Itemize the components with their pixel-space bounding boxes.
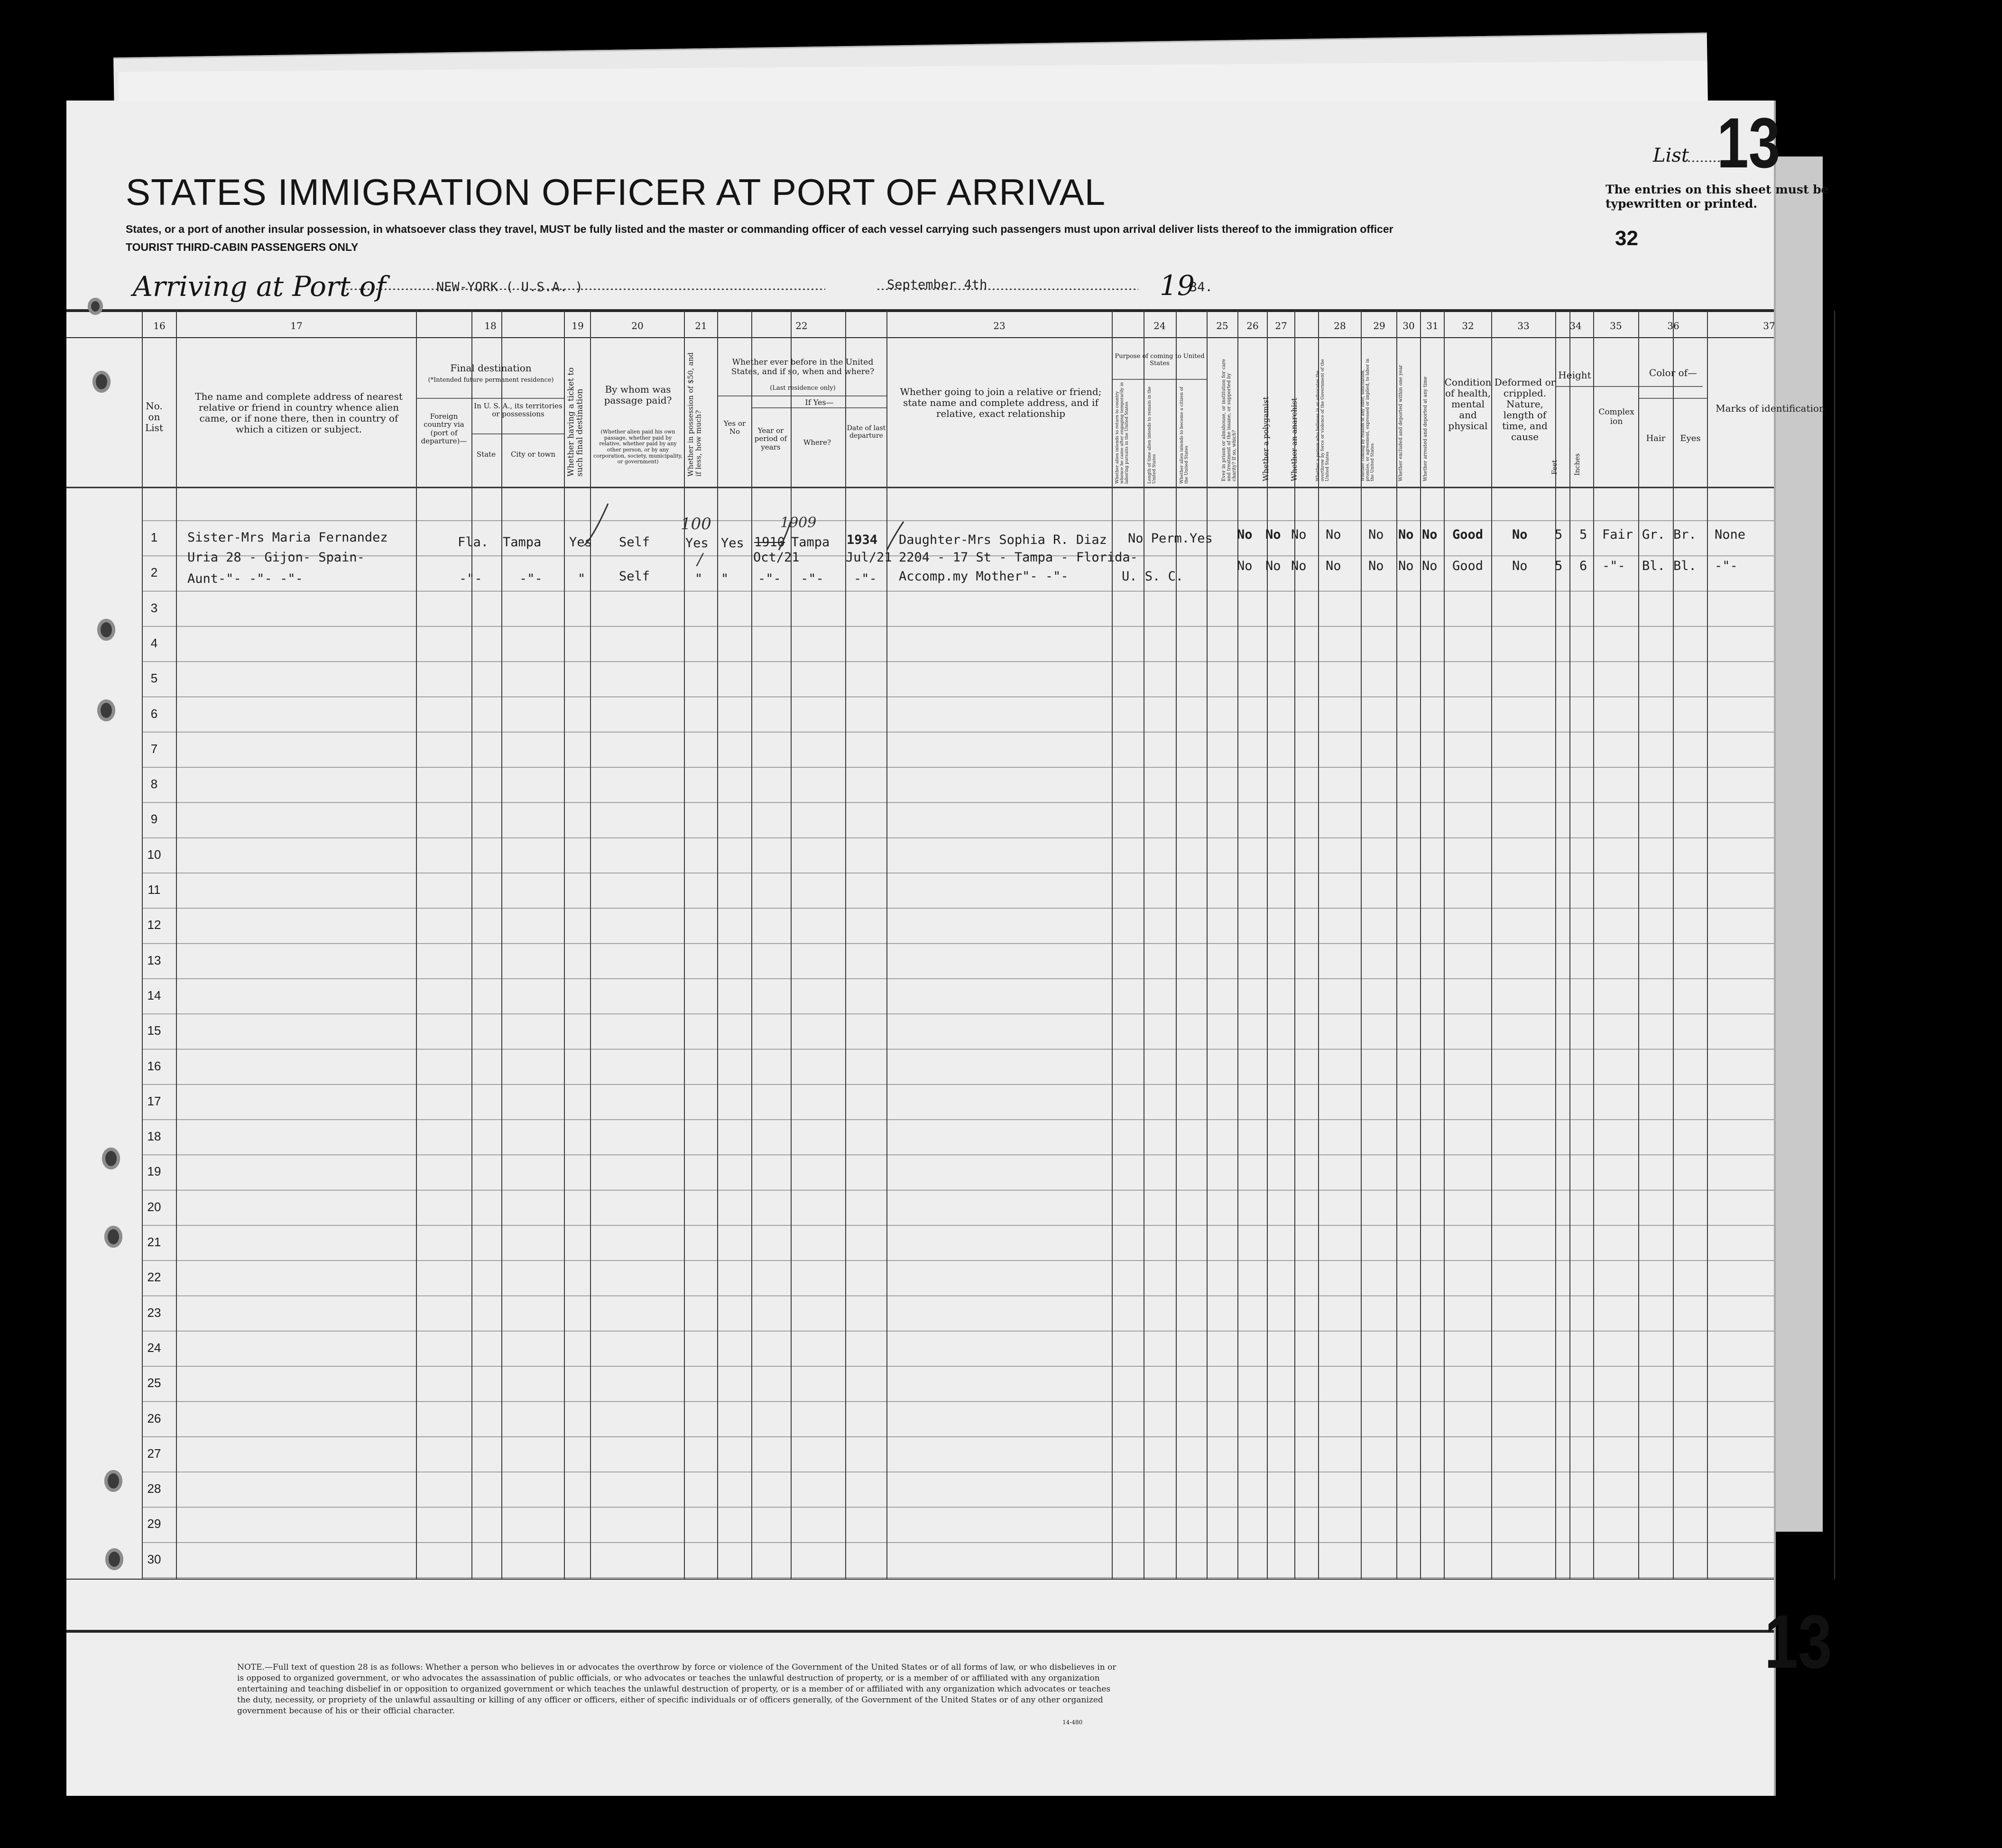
hdr-purpose-3: Whether alien intends to become a citizen of the United States xyxy=(1180,386,1189,484)
row1-inches: 5 xyxy=(1579,527,1587,542)
row-number: 24 xyxy=(147,1340,161,1355)
row1-before-years: 1910 xyxy=(754,535,785,550)
column-number: 33 xyxy=(1517,320,1530,331)
hdr-passage-paid: By whom was passage paid? xyxy=(604,384,672,406)
column-number: 29 xyxy=(1373,320,1385,331)
hdr-state: State xyxy=(476,450,496,459)
hdr-foreign-country: Foreign country via (port of departure)— xyxy=(421,412,467,445)
row-number: 4 xyxy=(150,635,158,650)
row1-last-departure: 1934 xyxy=(847,533,878,547)
page-title: STATES IMMIGRATION OFFICER AT PORT OF ARRIVAL xyxy=(126,171,1106,213)
form-number: 14-480 xyxy=(1062,1719,1083,1726)
row1-labor: No xyxy=(1368,527,1384,542)
arriving-label: Arriving at Port of xyxy=(133,270,386,303)
row2-purpose: U. S. C. xyxy=(1122,569,1184,584)
column-number: 18 xyxy=(484,320,497,331)
row2-feet: 5 xyxy=(1555,559,1563,573)
row2-complexion: -"- xyxy=(1602,559,1625,573)
hdr-excluded: Whether excluded and deported within one year xyxy=(1398,365,1403,481)
row2-relative-line1: Aunt-"- -"- -"- xyxy=(187,571,303,586)
year-suffix: 34. xyxy=(1190,280,1213,294)
hdr-last-departure: Date of last departure xyxy=(847,424,886,440)
hand-money-tick: / xyxy=(697,550,703,569)
row1-before-years-2: Oct/21 xyxy=(753,550,800,565)
entries-note: The entries on this sheet must be typewritten or printed. xyxy=(1605,183,1829,211)
row2-marks: -"- xyxy=(1715,559,1738,573)
hdr-eyes: Eyes xyxy=(1680,433,1701,443)
hdr-feet: Feet xyxy=(1551,460,1559,475)
row1-money: Yes xyxy=(685,536,709,551)
row1-feet: 5 xyxy=(1555,527,1563,542)
row2-deformed: No xyxy=(1512,559,1528,573)
row-number: 21 xyxy=(147,1235,161,1249)
row-number: 13 xyxy=(147,953,161,967)
row-number: 17 xyxy=(147,1094,161,1108)
row1-health: Good xyxy=(1452,527,1484,542)
hdr-yes-no: Yes or No xyxy=(723,419,746,436)
row2-anarchist: No xyxy=(1291,559,1307,573)
binder-hole-3 xyxy=(97,699,115,721)
hdr-polygamist: Whether a polygamist xyxy=(1261,396,1270,481)
hdr-where: Where? xyxy=(803,438,831,447)
column-number: 25 xyxy=(1216,320,1228,331)
row2-health: Good xyxy=(1452,559,1484,573)
row1-excluded: No xyxy=(1398,527,1414,542)
binder-hole-top xyxy=(88,298,103,315)
hdr-purpose-1: Whether alien intends to return to country whence he came after engaging temporarily in laboring pursuits in the United States xyxy=(1115,382,1129,484)
row2-before-years: -"- xyxy=(758,571,781,586)
row1-state: Fla. xyxy=(458,535,489,550)
column-number: 21 xyxy=(695,320,707,331)
row2-paid-by: Self xyxy=(619,569,650,584)
row-number: 22 xyxy=(147,1270,161,1285)
hdr-join-relative: Whether going to join a relative or friend; state name and complete address, and if relative, exact relationship xyxy=(900,386,1102,419)
row-number: 30 xyxy=(147,1552,161,1566)
row2-inches: 6 xyxy=(1579,559,1587,573)
row1-join-line1: Daughter-Mrs Sophia R. Diaz xyxy=(899,533,1107,547)
hdr-prison: Ever in prison or almshouse, or institution for care and treatment of the insane, or supported by charity? If so, which? xyxy=(1221,359,1237,481)
column-number: 35 xyxy=(1610,320,1622,331)
row1-deported: No xyxy=(1422,527,1438,542)
row1-polygamist: No xyxy=(1265,527,1281,542)
hdr-no-on-list: No. on List xyxy=(145,400,163,433)
row1-overthrow: No xyxy=(1326,527,1341,542)
hdr-complexion: Complexion xyxy=(1598,407,1634,426)
row-number: 10 xyxy=(147,847,161,862)
row2-eyes: Bl. xyxy=(1673,559,1697,573)
binder-hole-6 xyxy=(104,1470,122,1492)
date-value: September 4th xyxy=(887,277,987,292)
binder-hole-5 xyxy=(104,1226,122,1248)
row1-ticket: Yes xyxy=(569,535,592,550)
row1-eyes: Br. xyxy=(1673,527,1697,542)
row2-before-where: -"- xyxy=(801,571,824,586)
row2-city: -"- xyxy=(519,571,543,586)
row1-last-departure-2: Jul/21 xyxy=(846,550,892,565)
column-number: 31 xyxy=(1426,320,1439,331)
column-number: 23 xyxy=(993,320,1006,331)
hdr-deported: Whether arrested and deported at any time xyxy=(1423,376,1428,481)
row-number: 25 xyxy=(147,1376,161,1390)
list-number: 13 xyxy=(1717,103,1781,183)
row-number: 6 xyxy=(150,706,158,721)
row1-purpose: No Perm.Yes xyxy=(1128,531,1213,546)
row1-before-where: Tampa xyxy=(791,535,830,550)
row2-money: " xyxy=(695,571,703,586)
column-number: 34 xyxy=(1569,320,1582,331)
hdr-purpose-2: Length of time alien intends to remain in the United States xyxy=(1147,386,1157,484)
row1-relative-line2: Uria 28 - Gijon- Spain- xyxy=(187,550,365,565)
row2-hair: Bl. xyxy=(1642,559,1665,573)
row-number: 29 xyxy=(147,1517,161,1531)
page-subtitle: States, or a port of another insular possession, in whatsoever class they travel, MUST be fully listed and the master or commanding officer of each vessel carrying such passengers must upon arrival deliver lists thereof to the immigration officer xyxy=(126,223,1393,235)
row1-anarchist: No xyxy=(1291,527,1307,542)
hdr-if-yes: If Yes— xyxy=(805,398,834,407)
hdr-inches: Inches xyxy=(1574,453,1581,476)
column-number: 32 xyxy=(1462,320,1474,331)
hdr-anarchist: Whether an anarchist xyxy=(1290,397,1299,481)
row-number: 23 xyxy=(147,1305,161,1320)
hdr-hair: Hair xyxy=(1646,433,1666,443)
column-number: 26 xyxy=(1246,320,1259,331)
row-number: 14 xyxy=(147,988,161,1002)
hdr-before-in-us: Whether ever before in the United States, and if so, when and where? xyxy=(731,358,875,377)
column-number: 16 xyxy=(153,320,166,331)
row-number: 15 xyxy=(147,1023,161,1038)
hand-year-correction: 1909 xyxy=(780,515,817,531)
hdr-purpose: Purpose of coming to United States xyxy=(1115,353,1205,367)
column-number: 27 xyxy=(1275,320,1287,331)
hdr-health: Condition of health, mental and physical xyxy=(1444,377,1492,432)
column-number: 20 xyxy=(631,320,644,331)
class-note: TOURIST THIRD-CABIN PASSENGERS ONLY xyxy=(126,241,359,253)
hdr-ticket: Whether having a ticket to such final destination xyxy=(566,367,585,477)
row1-hair: Gr. xyxy=(1642,527,1665,542)
hdr-year-period: Year or period of years xyxy=(754,426,787,451)
row-number: 11 xyxy=(148,883,161,897)
row2-prison: No xyxy=(1237,559,1253,573)
column-number: 24 xyxy=(1153,320,1166,331)
row-number: 26 xyxy=(147,1411,161,1425)
row-number: 3 xyxy=(150,600,158,615)
row-number: 19 xyxy=(147,1164,161,1179)
year-prefix: 19 xyxy=(1160,269,1195,302)
hdr-labor: Whether coming by reason of any offer, solicitation, promise, or agreement, expressed or implied, to labor in the United States xyxy=(1361,359,1375,481)
row1-marks: None xyxy=(1715,527,1746,542)
hdr-color-of: Color of— xyxy=(1649,367,1698,378)
binder-hole-7 xyxy=(105,1548,123,1570)
hdr-final-destination-note: (*Intended future permanent residence) xyxy=(428,377,554,384)
row2-last-departure: -"- xyxy=(854,571,877,586)
port-value: NEW-YORK ( U.S.A. ) xyxy=(436,280,583,294)
row-number: 7 xyxy=(150,741,158,756)
row1-join-line2: 2204 - 17 St - Tampa - Florida- xyxy=(899,550,1138,565)
row1-deformed: No xyxy=(1512,527,1528,542)
column-number: 19 xyxy=(572,320,584,331)
hdr-height: Height xyxy=(1558,369,1591,381)
row-number: 2 xyxy=(150,565,158,580)
row2-before-yes: " xyxy=(721,571,729,586)
list-label: List xyxy=(1653,145,1689,166)
column-number: 30 xyxy=(1402,320,1415,331)
hdr-deformed: Deformed or crippled. Nature, length of time, and cause xyxy=(1494,377,1556,442)
row2-ticket: " xyxy=(578,571,586,586)
row-number: 28 xyxy=(147,1481,161,1496)
row2-state: -"- xyxy=(459,571,482,586)
row1-paid-by: Self xyxy=(619,535,650,550)
hdr-final-destination: Final destination xyxy=(450,362,532,374)
footer-note: NOTE.—Full text of question 28 is as follows: Whether a person who believes in or advocates the overthrow by force or violence of the Government of the United States or of all forms of law, or who disbelieves in or is opposed to organized government, or who advocates the assassination of public officials, or who advocates or teaches the unlawful destruction of property, or is a member of or affiliated with any organization entertaining and teaching disbelief in or opposition to organized government or which teaches the unlawful destruction of property, or is a member of or affiliated with any organization which advocates or teaches the duty, necessity, or propriety of the unlawful assaulting or killing of any officer or officers, either of specific individuals or of officers generally, of the Government of the United States or of any other organized government because of his or their official character. xyxy=(237,1663,1116,1716)
column-number: 36 xyxy=(1667,320,1679,331)
row-number: 27 xyxy=(147,1446,161,1461)
row2-polygamist: No xyxy=(1265,559,1281,573)
hdr-city: City or town xyxy=(510,450,556,459)
row2-deported: No xyxy=(1422,559,1438,573)
sheet-number: 32 xyxy=(1615,227,1638,250)
binder-hole-4 xyxy=(102,1148,120,1169)
column-number: 22 xyxy=(795,320,808,331)
column-number: 37 xyxy=(1763,320,1775,331)
row2-excluded: No xyxy=(1398,559,1414,573)
hdr-in-usa: In U. S. A., its territories or possessions xyxy=(474,402,563,419)
row1-prison: No xyxy=(1237,527,1253,542)
row-number: 9 xyxy=(150,812,158,827)
hdr-marks: Marks of identification xyxy=(1716,403,1825,414)
row1-city: Tampa xyxy=(503,535,542,550)
hdr-passage-note: (Whether alien paid his own passage, whether paid by relative, whether paid by any other person, or by any corporation, society, municipality, or government) xyxy=(593,429,683,465)
row2-labor: No xyxy=(1368,559,1384,573)
row-number: 18 xyxy=(147,1129,161,1144)
row2-join-line1: Accomp.my Mother"- -"- xyxy=(899,569,1069,584)
hdr-relative: The name and complete address of nearest relative or friend in country whence alien came, or if none there, then in country of which a citizen or subject. xyxy=(195,391,403,435)
hand-money-amount: 100 xyxy=(681,515,711,533)
row-number: 20 xyxy=(147,1199,161,1214)
row1-complexion: Fair xyxy=(1602,527,1633,542)
row-number: 8 xyxy=(150,777,158,791)
row1-before-yes: Yes xyxy=(721,536,744,551)
row-number: 16 xyxy=(147,1058,161,1073)
binder-hole-2 xyxy=(97,619,115,641)
row-number: 5 xyxy=(150,671,158,686)
row2-overthrow: No xyxy=(1326,559,1341,573)
footer-big-number: 13 xyxy=(1764,1599,1832,1684)
hdr-money: Whether in possession of $50, and if less, how much? xyxy=(686,352,703,477)
row1-relative-line1: Sister-Mrs Maria Fernandez xyxy=(187,530,388,545)
column-number: 17 xyxy=(290,320,303,331)
row-number: 12 xyxy=(147,918,161,932)
hdr-last-residence: (Last residence only) xyxy=(770,385,836,392)
column-number: 28 xyxy=(1334,320,1346,331)
hdr-overthrow: Whether a person who believes in or advocates the overthrow by force or violence of the Government of the United States xyxy=(1316,359,1330,481)
row-number: 1 xyxy=(150,530,158,544)
binder-hole-1 xyxy=(92,371,111,393)
